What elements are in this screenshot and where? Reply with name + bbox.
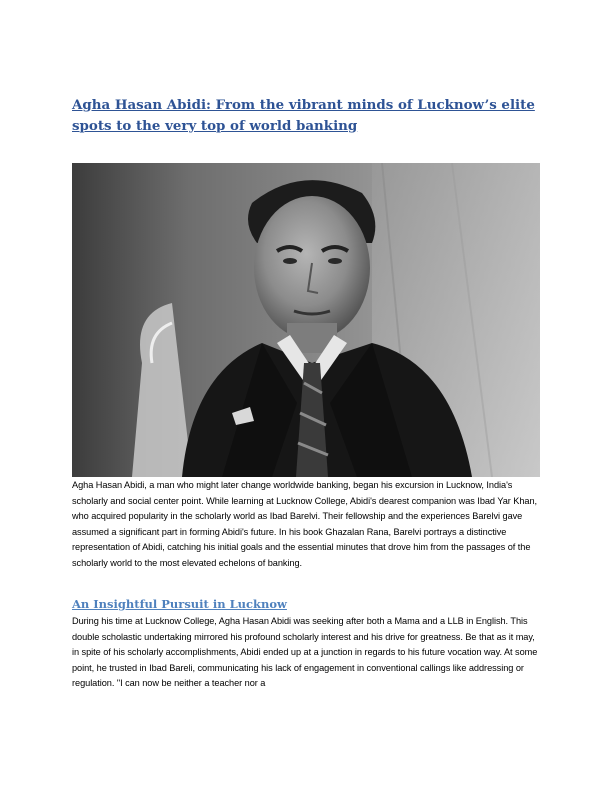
intro-paragraph: Agha Hasan Abidi, a man who might later change worldwide banking, began his excursion in Lucknow, India's scholarly and social center point. While learning at Lucknow College, Abidi's dearest companion was Ibad Yar Khan, who acquired popularity in the scholarly world as Ibad Barelvi. Their fellowship and the experiences Barelvi gave assumed a significant part in forming Abidi's future. In his book Ghazalan Rana, Barelvi portrays a distinctive representation of Abidi, catching his initial goals and the essential minutes that drove him from the passages of the scholarly world to the most elevated echelons of banking. — [72, 480, 538, 568]
section-paragraph: During his time at Lucknow College, Agha Hasan Abidi was seeking after both a Mama and a LLB in English. This double scholastic undertaking mirrored his profound scholarly interest and his drive for greatness. Be that as it may, in spite of his scholarly accomplishments, Abidi ended up at a junction in regards to his future vocation way. At some point, he trusted in Ibad Bareli, communicating his lack of engagement in conventional callings like addressing or regulation. "I can now be neither a teacher nor a — [72, 616, 538, 689]
article-title: Agha Hasan Abidi: From the vibrant minds of Lucknow’s elite spots to the very top of world banking — [72, 97, 535, 134]
section-heading: An Insightful Pursuit in Lucknow — [72, 597, 287, 611]
portrait-photo — [72, 163, 540, 477]
